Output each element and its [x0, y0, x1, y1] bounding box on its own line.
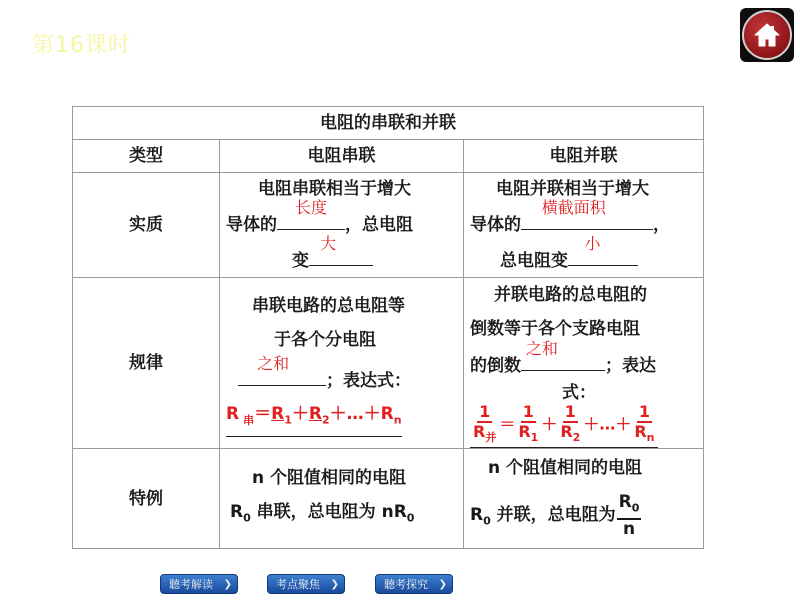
special-frac-num-sub: 0: [631, 501, 640, 515]
frac-r2-den: [558, 423, 582, 447]
nav-button-2[interactable]: [267, 574, 345, 594]
rule-series-line1: 串联电路的总电阻等: [252, 296, 405, 317]
essence-parallel-line1: 电阻并联相当于增大: [496, 179, 649, 199]
special-series-end-sub: 0: [406, 511, 415, 525]
header-type: 类型: [73, 140, 220, 173]
special-parallel-line1: n 个阻值相同的电阻: [488, 458, 643, 479]
frac-total-sub: 并: [485, 431, 497, 445]
frac-r2-r: R: [560, 422, 573, 441]
rule-parallel-answer: 之和: [525, 339, 559, 358]
p-formula-plus: ＋: [541, 414, 558, 434]
p-formula-dots: ＋…＋: [583, 414, 632, 434]
rule-parallel-line2: 倒数等于各个支路电阻: [470, 319, 640, 339]
header-series: 电阻串联: [220, 140, 464, 173]
row-label-special: 特例: [73, 449, 220, 549]
nav-button-3[interactable]: [375, 574, 453, 594]
essence-parallel-cell: [464, 173, 704, 278]
resistance-table: [72, 106, 704, 549]
table-title: 电阻的串联和并联: [73, 107, 704, 140]
rule-series-blank: [238, 354, 326, 386]
frac-rn-r: R: [634, 422, 647, 441]
frac-r1-den: [516, 423, 540, 447]
frac-r2-sub: 2: [572, 431, 581, 445]
essence-series-line2: [226, 198, 457, 241]
essence-parallel-answer2: 小: [584, 234, 601, 253]
frac-total-num: 1: [479, 402, 491, 421]
essence-series-line3-prefix: 变: [292, 251, 309, 271]
rule-series-line3: [226, 354, 457, 398]
special-frac-num-r: R: [618, 492, 632, 513]
rule-parallel-line3-prefix: 的倒数: [470, 356, 521, 376]
essence-series-answer1: 长度: [294, 198, 328, 217]
formula-s1: 1: [284, 413, 292, 427]
frac-total-den: [471, 423, 498, 447]
rule-parallel-cell: [464, 278, 704, 449]
formula-s2: 2: [321, 413, 330, 427]
essence-parallel-blank2: [568, 234, 638, 266]
special-parallel-cell: [464, 449, 704, 549]
special-series-line2: [226, 495, 457, 535]
rule-parallel-blank: [521, 339, 605, 371]
rule-parallel-suffix: ；表达: [605, 356, 656, 376]
row-label-rule: 规律: [73, 278, 220, 449]
home-icon-ring: [742, 10, 792, 60]
frac-rn: [632, 403, 656, 447]
p-formula-eq: ＝: [499, 414, 516, 434]
formula-eq: ＝: [254, 404, 272, 425]
home-icon: [753, 22, 781, 48]
essence-series-line3: [226, 234, 457, 277]
essence-series-answer2: 大: [320, 234, 337, 253]
lesson-title: 第16课时: [32, 33, 131, 58]
home-button[interactable]: [740, 8, 794, 62]
frac-r1-r: R: [518, 422, 531, 441]
nav-button-3-label: 聽考探究: [384, 578, 428, 591]
chevron-right-icon: ❯: [223, 579, 232, 590]
formula-r-total: R: [226, 404, 240, 425]
formula-sub-total: 串: [243, 413, 255, 427]
nav-button-2-label: 考点聚焦: [276, 578, 320, 591]
rule-parallel-line1: 并联电路的总电阻的: [494, 285, 647, 305]
frac-rn-den: [632, 423, 656, 447]
special-series-mid: 串联，总电阻为 nR: [250, 502, 407, 523]
rule-series-answer: 之和: [257, 354, 290, 374]
formula-plus: ＋: [291, 404, 309, 425]
special-series-r: R: [230, 502, 244, 523]
frac-total-r: R: [473, 422, 486, 441]
special-frac-den: n: [622, 518, 636, 539]
rule-parallel-line3: [470, 339, 697, 383]
special-parallel-r-sub: 0: [483, 514, 491, 528]
header-parallel: 电阻并联: [464, 140, 704, 173]
essence-parallel-answer1: 横截面积: [541, 198, 606, 217]
rule-parallel-formula: [470, 403, 658, 448]
rule-series-line2: 于各个分电阻: [274, 330, 376, 351]
essence-series-line1: 电阻串联相当于增大: [258, 179, 411, 199]
special-series-cell: [220, 449, 464, 549]
formula-dots: ＋…＋: [329, 404, 381, 425]
special-parallel-r: R: [470, 505, 484, 526]
special-series-r-sub: 0: [243, 511, 251, 525]
rule-series-cell: [220, 278, 464, 449]
nav-button-1[interactable]: [160, 574, 238, 594]
essence-series-blank2: [309, 234, 373, 266]
essence-parallel-suffix: ，: [653, 215, 670, 235]
formula-r2: R: [308, 404, 322, 425]
special-parallel-line2: [470, 493, 697, 539]
essence-series-prefix: 导体的: [226, 215, 277, 235]
essence-parallel-blank1: [521, 198, 653, 230]
rule-parallel-line4: 式：: [562, 383, 596, 403]
frac-r2-num: 1: [564, 402, 576, 421]
frac-r2: [558, 403, 582, 447]
frac-r1-sub: 1: [530, 431, 539, 445]
essence-parallel-line3-prefix: 总电阻变: [500, 251, 568, 271]
frac-rn-num: 1: [638, 402, 650, 421]
rule-series-suffix: ；表达式：: [326, 371, 411, 392]
frac-total: [471, 403, 498, 447]
special-parallel-mid: 并联，总电阻为: [490, 505, 616, 526]
row-label-essence: 实质: [73, 173, 220, 278]
rule-series-formula: [226, 399, 402, 436]
frac-r1: [516, 403, 540, 447]
chevron-right-icon: ❯: [438, 579, 447, 590]
chevron-right-icon: ❯: [330, 579, 339, 590]
essence-series-blank1: [277, 198, 345, 230]
special-frac-num: [617, 493, 642, 519]
essence-series-middle: ，总电阻: [345, 215, 413, 235]
special-series-line1: n 个阻值相同的电阻: [252, 468, 407, 489]
essence-parallel-prefix: 导体的: [470, 215, 521, 235]
essence-parallel-line3: [470, 234, 697, 277]
frac-rn-sub: n: [646, 431, 655, 445]
formula-r1: R: [271, 404, 285, 425]
formula-sn: n: [393, 413, 402, 427]
formula-rn: R: [380, 404, 394, 425]
nav-button-1-label: 聽考解读: [169, 578, 213, 591]
essence-series-cell: [220, 173, 464, 278]
special-parallel-frac: [617, 493, 642, 537]
frac-r1-num: 1: [522, 402, 534, 421]
